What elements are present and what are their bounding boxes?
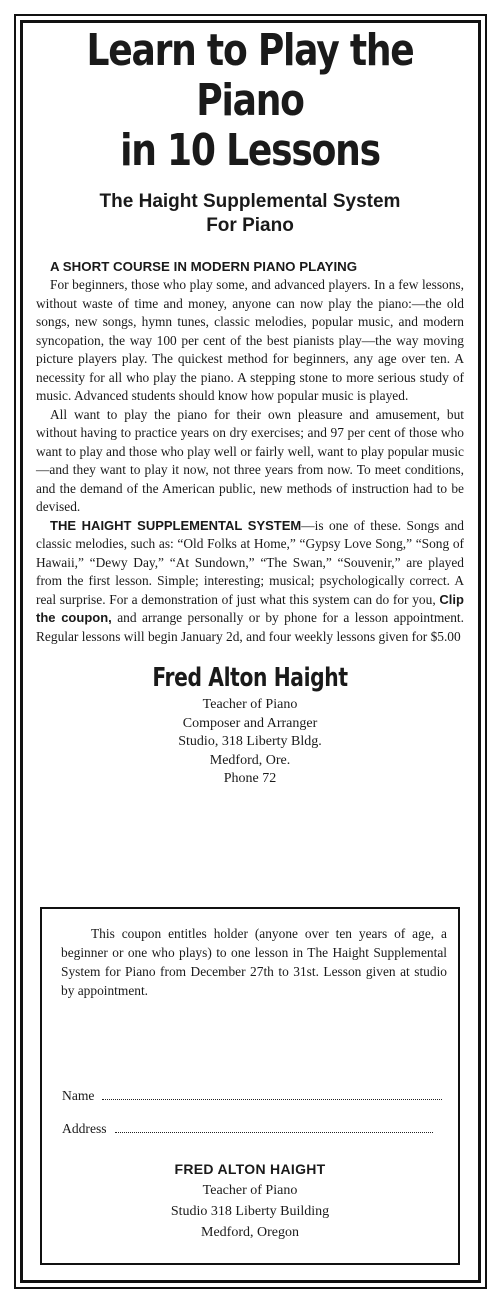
paragraph-system — [36, 517, 464, 647]
teacher-signature: Fred Alton Haight — [152, 663, 348, 693]
advertisement — [36, 26, 464, 789]
address-line: Composer and Arranger — [182, 715, 318, 731]
clip-coupon-callout: Clip the coupon, — [36, 591, 464, 625]
address-line: Teacher of Piano — [202, 697, 298, 712]
address-blank[interactable] — [115, 1122, 433, 1133]
coupon-footer-line: Studio 318 Liberty Building — [170, 1204, 330, 1219]
paragraph-pleasure: All want to play the piano for their own pleasure and amusement, but without having to practice years on dry exercises; and 97 per cent of those who want to play and those who play well or fairly well, want to play popular music—and they want to play it now, not three years from now. To meet conditions, and the demand of the American public, new methods of instruction had to be devised. — [36, 406, 464, 514]
address-line: Studio, 318 Liberty Bldg. — [178, 734, 322, 749]
address-line: Phone 72 — [223, 771, 277, 786]
subtitle — [36, 190, 464, 238]
lesson-terms: and arrange personally or by phone for a lesson appointment. Regular lessons will begin January 2d, and four weekly lessons given for $5.00 — [36, 610, 464, 644]
coupon-footer-line: Medford, Oregon — [201, 1225, 299, 1240]
subtitle-line-1: The Haight Supplemental System — [99, 191, 401, 212]
course-heading: A SHORT COURSE IN MODERN PIANO PLAYING — [50, 259, 358, 274]
teacher-address — [36, 696, 464, 789]
coupon-footer-line: Teacher of Piano — [202, 1183, 298, 1198]
paragraph-intro: For beginners, those who play some, and advanced players. In a few lessons, without waste of time and money, anyone can now play the piano:—the old songs, new songs, hymn tunes, classic melodies, popular music, and modern syncopation, the way 100 per cent of the best pianists play—the way moving picture players play. The quickest method for beginners, any age over ten. A necessity for all who play the piano. A stepping stone to more serious study of music. Advanced students should know how popular music is played. — [36, 277, 464, 403]
system-name: THE HAIGHT SUPPLEMENTAL SYSTEM — [50, 517, 302, 533]
address-field[interactable] — [62, 1121, 433, 1137]
headline-line-1: Learn to Play the Piano — [86, 25, 414, 126]
system-description: —is one of these. Songs and classic melodies, such as: “Old Folks at Home,” “Gypsy Love Song,” “Song of Hawaii,” “Dewy Day,” “At Sundown,” “The Swan,” “Souvenir,” are played from the first lesson. Simple; interesting; musical; psychologically correct. A real surprise. For a demonstration of just what this system can do for you, — [36, 517, 464, 607]
coupon-text: This coupon entitles holder (anyone over ten years of age, a beginner or one who plays) to one lesson in The Haight Supplemental System for Piano from December 27th to 31st. Lesson given at studio by appointment. — [61, 926, 447, 998]
name-label: Name — [62, 1088, 95, 1103]
name-blank[interactable] — [102, 1089, 442, 1100]
address-label: Address — [62, 1121, 107, 1136]
name-field[interactable] — [62, 1088, 442, 1104]
address-line: Medford, Ore. — [209, 752, 291, 768]
coupon[interactable] — [40, 907, 460, 1265]
subtitle-line-2: For Piano — [206, 215, 294, 236]
headline-line-2: in 10 Lessons — [120, 125, 380, 176]
coupon-footer — [42, 1159, 458, 1243]
coupon-teacher-name: FRED ALTON HAIGHT — [174, 1161, 326, 1177]
